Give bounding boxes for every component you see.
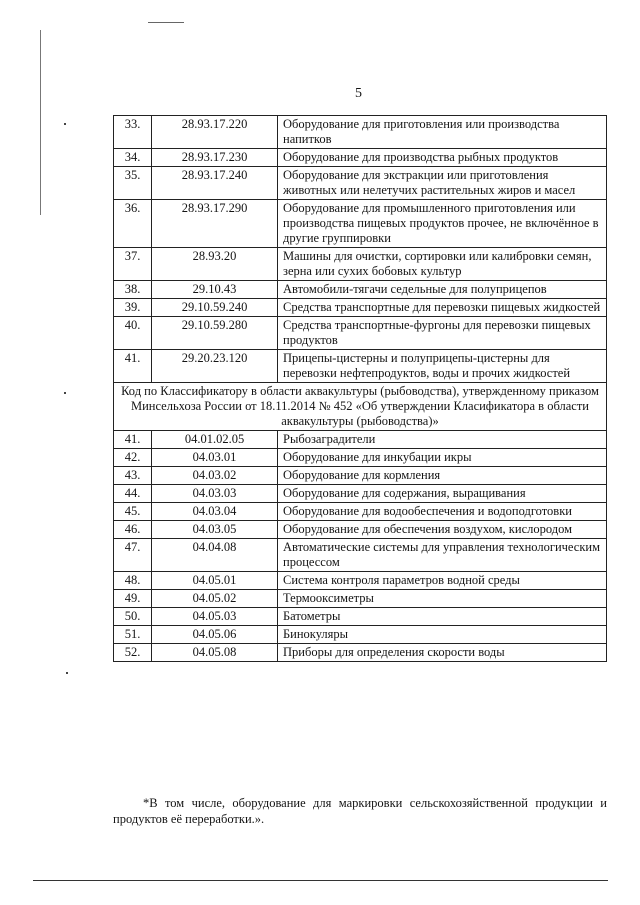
table-row: [114, 485, 607, 503]
row-number: 41.: [114, 431, 152, 449]
row-number: 52.: [114, 644, 152, 662]
row-number: 38.: [114, 281, 152, 299]
row-code: 28.93.17.240: [152, 167, 278, 200]
row-code: 04.05.03: [152, 608, 278, 626]
row-code: 29.20.23.120: [152, 350, 278, 383]
table-row: [114, 449, 607, 467]
row-description: Оборудование для водообеспечения и водоподготовки: [278, 503, 607, 521]
row-description: Бинокуляры: [278, 626, 607, 644]
scan-bottom-line: [33, 880, 608, 881]
row-description: Оборудование для содержания, выращивания: [278, 485, 607, 503]
row-number: 40.: [114, 317, 152, 350]
row-code: 04.01.02.05: [152, 431, 278, 449]
row-number: 37.: [114, 248, 152, 281]
scan-speck: [64, 123, 66, 125]
row-code: 04.04.08: [152, 539, 278, 572]
row-number: 36.: [114, 200, 152, 248]
row-description: Машины для очистки, сортировки или калибровки семян, зерна или сухих бобовых культур: [278, 248, 607, 281]
table-row: [114, 317, 607, 350]
row-code: 04.03.01: [152, 449, 278, 467]
row-code: 04.05.01: [152, 572, 278, 590]
row-description: Оборудование для производства рыбных продуктов: [278, 149, 607, 167]
row-number: 48.: [114, 572, 152, 590]
row-description: Термооксиметры: [278, 590, 607, 608]
row-description: Оборудование для экстракции или приготовления животных или нелетучих растительных жиров и масел: [278, 167, 607, 200]
row-number: 49.: [114, 590, 152, 608]
row-description: Оборудование для приготовления или производства напитков: [278, 116, 607, 149]
row-description: Автоматические системы для управления технологическим процессом: [278, 539, 607, 572]
table-row: [114, 626, 607, 644]
scan-speck: [66, 672, 68, 674]
row-description: Батометры: [278, 608, 607, 626]
row-code: 28.93.17.230: [152, 149, 278, 167]
table-row: [114, 167, 607, 200]
row-description: Автомобили-тягачи седельные для полуприцепов: [278, 281, 607, 299]
equipment-code-table: [113, 115, 607, 662]
row-number: 39.: [114, 299, 152, 317]
footnote: *В том числе, оборудование для маркировки сельскохозяйственной продукции и продуктов её переработки.».: [113, 796, 607, 826]
row-description: Рыбозаградители: [278, 431, 607, 449]
table-row: [114, 116, 607, 149]
table-row: [114, 503, 607, 521]
row-description: Оборудование для обеспечения воздухом, кислородом: [278, 521, 607, 539]
row-code: 04.05.08: [152, 644, 278, 662]
row-number: 34.: [114, 149, 152, 167]
row-number: 42.: [114, 449, 152, 467]
table-row: [114, 539, 607, 572]
row-code: 28.93.20: [152, 248, 278, 281]
row-number: 45.: [114, 503, 152, 521]
row-description: Оборудование для промышленного приготовления или производства пищевых продуктов прочее, не включённое в другие группировки: [278, 200, 607, 248]
row-number: 47.: [114, 539, 152, 572]
row-code: 29.10.59.240: [152, 299, 278, 317]
table-row: [114, 644, 607, 662]
row-number: 43.: [114, 467, 152, 485]
row-number: 41.: [114, 350, 152, 383]
table-row: [114, 572, 607, 590]
row-number: 44.: [114, 485, 152, 503]
row-number: 50.: [114, 608, 152, 626]
row-description: Средства транспортные-фургоны для перевозки пищевых продуктов: [278, 317, 607, 350]
row-number: 33.: [114, 116, 152, 149]
row-code: 04.05.06: [152, 626, 278, 644]
table-row: [114, 467, 607, 485]
row-description: Оборудование для кормления: [278, 467, 607, 485]
table-row: [114, 608, 607, 626]
table-row: [114, 590, 607, 608]
row-code: 29.10.59.280: [152, 317, 278, 350]
row-number: 35.: [114, 167, 152, 200]
row-code: 29.10.43: [152, 281, 278, 299]
row-code: 04.03.04: [152, 503, 278, 521]
scan-speck: [64, 392, 66, 394]
section-header-row: [114, 383, 607, 431]
table-row: [114, 248, 607, 281]
table-row: [114, 299, 607, 317]
table-row: [114, 521, 607, 539]
table-row: [114, 149, 607, 167]
section-header: Код по Классификатору в области аквакультуры (рыбоводства), утвержденному приказом Минсельхоза России от 18.11.2014 № 452 «Об утверждении Класификатора в области аквакультуры (рыбоводства)»: [114, 383, 607, 431]
row-description: Прицепы-цистерны и полуприцепы-цистерны для перевозки нефтепродуктов, воды и прочих жидкостей: [278, 350, 607, 383]
table-row: [114, 431, 607, 449]
scan-margin-line: [40, 30, 41, 215]
row-code: 04.03.05: [152, 521, 278, 539]
table-row: [114, 281, 607, 299]
row-number: 51.: [114, 626, 152, 644]
row-description: Приборы для определения скорости воды: [278, 644, 607, 662]
row-code: 28.93.17.290: [152, 200, 278, 248]
row-code: 28.93.17.220: [152, 116, 278, 149]
page-number: 5: [355, 86, 362, 101]
row-code: 04.03.02: [152, 467, 278, 485]
row-number: 46.: [114, 521, 152, 539]
row-code: 04.05.02: [152, 590, 278, 608]
scan-mark-top: [148, 22, 184, 23]
row-description: Система контроля параметров водной среды: [278, 572, 607, 590]
row-description: Оборудование для инкубации икры: [278, 449, 607, 467]
table-row: [114, 350, 607, 383]
table-row: [114, 200, 607, 248]
row-description: Средства транспортные для перевозки пищевых жидкостей: [278, 299, 607, 317]
row-code: 04.03.03: [152, 485, 278, 503]
